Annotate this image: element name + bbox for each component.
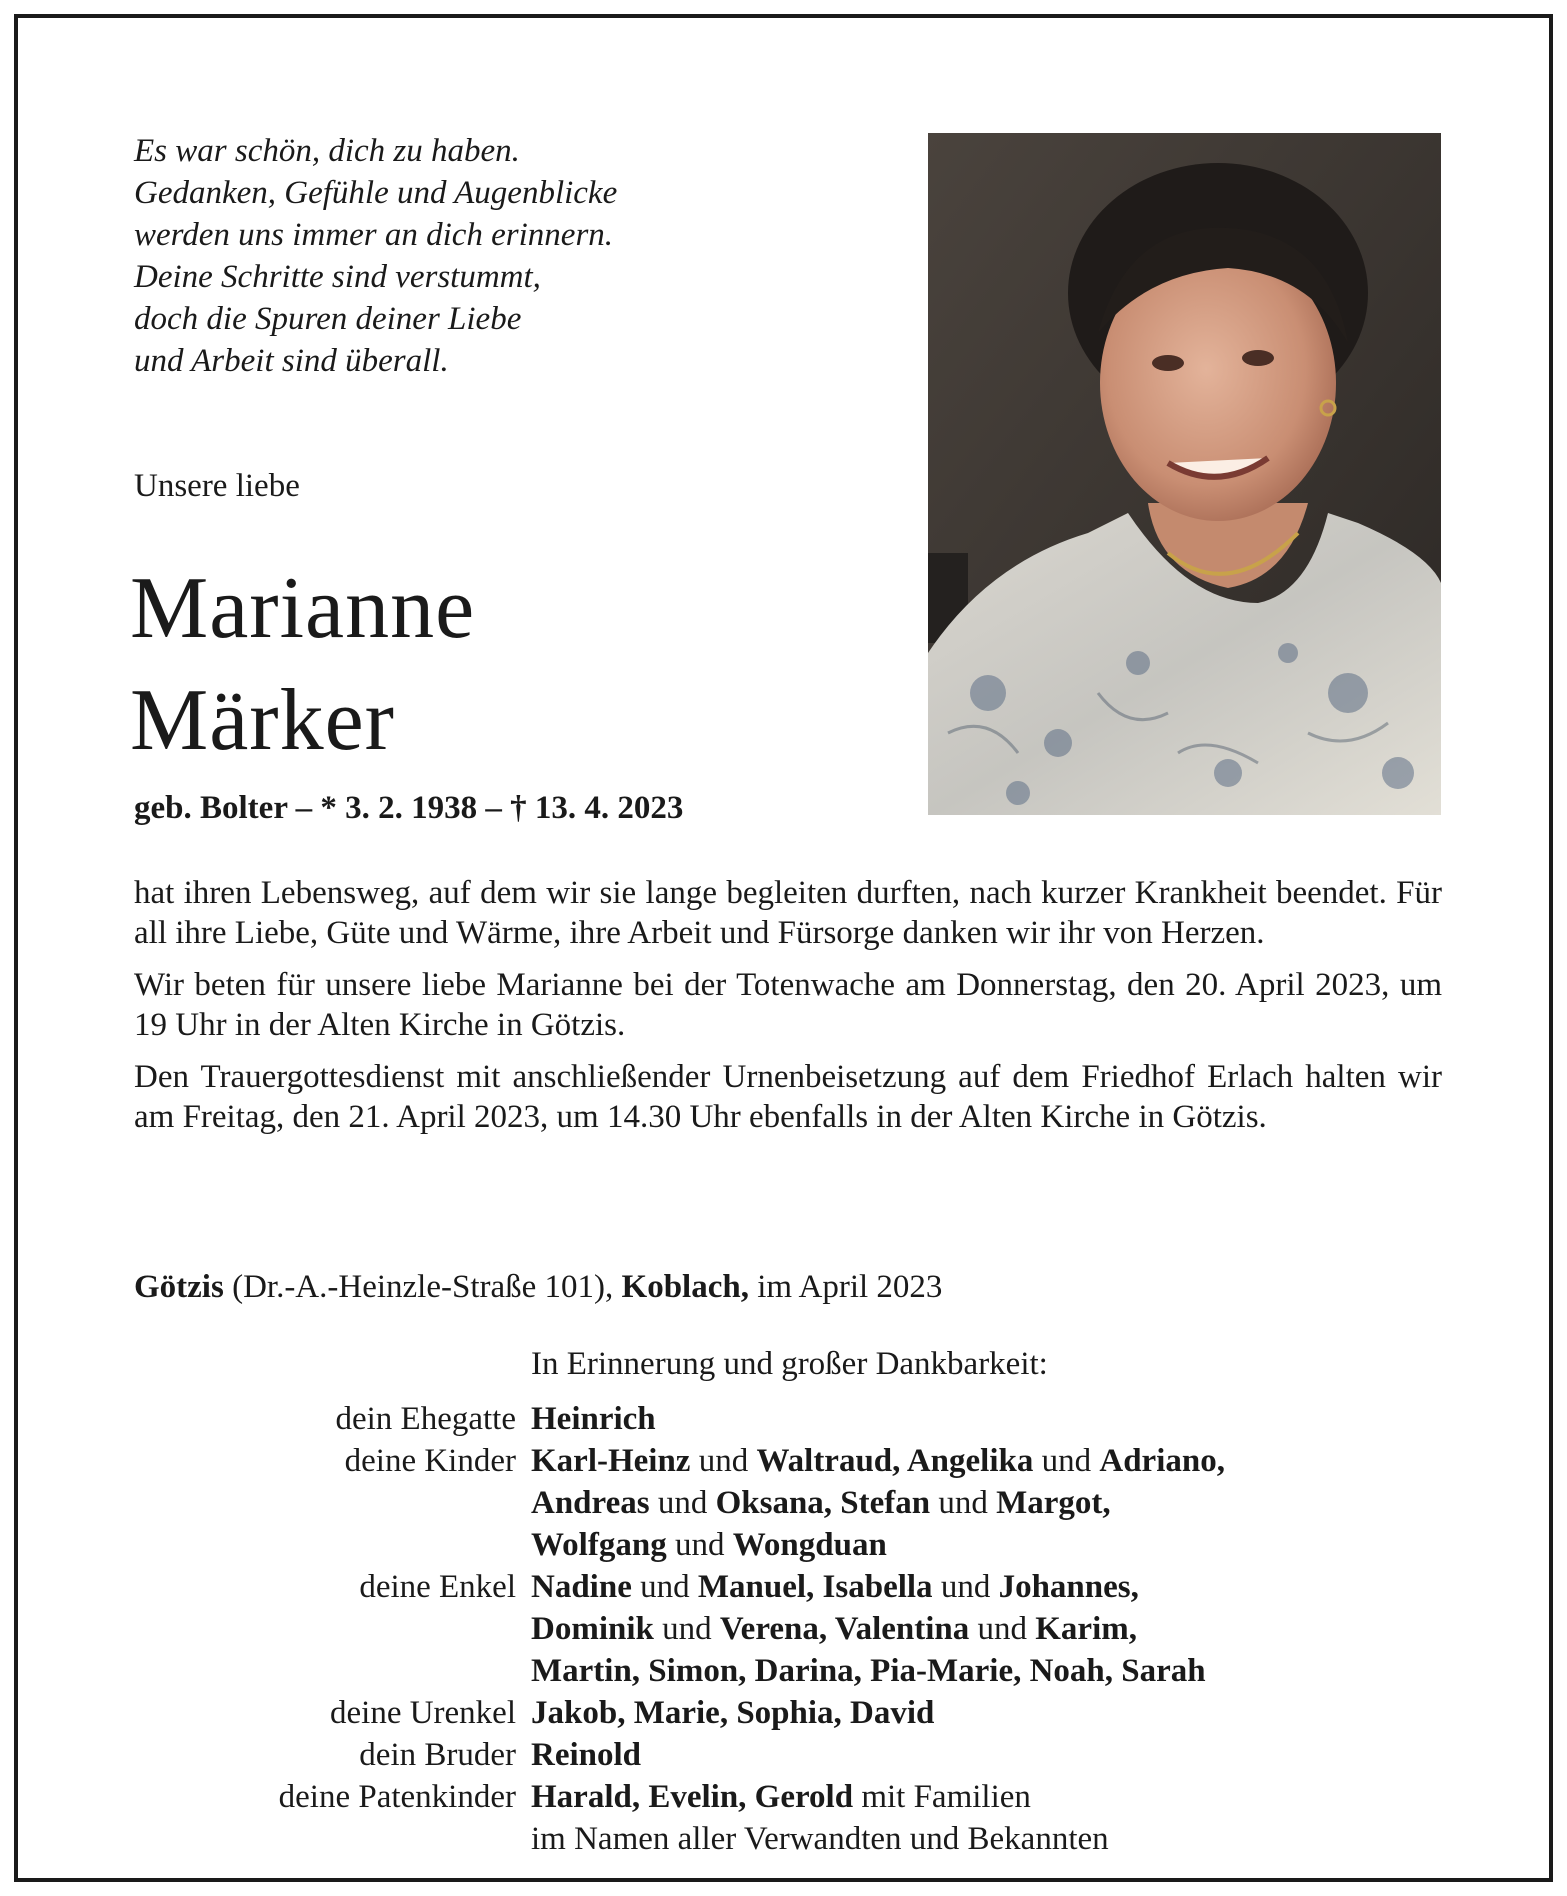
portrait-photo bbox=[928, 133, 1441, 815]
connector: und bbox=[690, 1443, 757, 1479]
connector: und bbox=[649, 1485, 716, 1521]
birth-death-dates: geb. Bolter – * 3. 2. 1938 – † 13. 4. 2023 bbox=[134, 790, 684, 826]
body-paragraph: Den Trauergottesdienst mit anschließender Urnenbeisetzung auf dem Friedhof Erlach halten wir am Freitag, den 21. April 2023, um 14.30 Uhr ebenfalls in der Alten Kirche in Götzis. bbox=[134, 1059, 1442, 1135]
intro-text: Unsere liebe bbox=[134, 468, 300, 504]
family-row-patenkinder bbox=[128, 1776, 1458, 1860]
closing-line: im Namen aller Verwandten und Bekannten bbox=[531, 1821, 1109, 1857]
relative-name: Dominik bbox=[531, 1611, 654, 1647]
last-name: Märker bbox=[130, 672, 395, 769]
relative-names bbox=[531, 1566, 1206, 1692]
relative-name: Verena, Valentina bbox=[719, 1611, 970, 1647]
relative-name: Margot, bbox=[996, 1485, 1111, 1521]
relative-name: Nadine bbox=[531, 1569, 632, 1605]
relative-name: Wongduan bbox=[732, 1527, 887, 1563]
poem-line: Gedanken, Gefühle und Augenblicke bbox=[134, 175, 618, 211]
connector: und bbox=[666, 1527, 733, 1563]
poem bbox=[134, 130, 834, 382]
poem-line: doch die Spuren deiner Liebe bbox=[134, 301, 522, 337]
first-name: Marianne bbox=[130, 560, 476, 657]
family-row-kinder bbox=[128, 1440, 1458, 1566]
connector: mit Familien bbox=[853, 1779, 1031, 1815]
place-date-line bbox=[134, 1269, 942, 1306]
connector: und bbox=[930, 1485, 997, 1521]
relative-name: Waltraud, Angelika bbox=[756, 1443, 1034, 1479]
body-paragraph: Wir beten für unsere liebe Marianne bei der Totenwache am Donnerstag, den 20. April 2023, um 19 Uhr in der Alten Kirche in Götzis. bbox=[134, 967, 1442, 1043]
relation-label: dein Bruder bbox=[359, 1737, 516, 1773]
body-paragraph: hat ihren Lebensweg, auf dem wir sie lange begleiten durften, nach kurzer Krankheit beendet. Für all ihre Liebe, Güte und Wärme, ihre Arbeit und Fürsorge danken wir ihr von Herzen. bbox=[134, 875, 1442, 951]
relative-name: Adriano, bbox=[1099, 1443, 1225, 1479]
family-row-bruder bbox=[128, 1734, 1458, 1776]
connector: und bbox=[932, 1569, 999, 1605]
poem-line: Deine Schritte sind verstummt, bbox=[134, 259, 541, 295]
relative-names bbox=[531, 1440, 1225, 1566]
relative-name: Jakob, Marie, Sophia, David bbox=[531, 1695, 935, 1731]
poem-line: werden uns immer an dich erinnern. bbox=[134, 217, 614, 253]
town-koblach: Koblach, bbox=[621, 1269, 749, 1305]
connector: und bbox=[969, 1611, 1036, 1647]
portrait-illustration bbox=[928, 133, 1441, 815]
obituary-content bbox=[18, 18, 1549, 1878]
relation-label: deine Patenkinder bbox=[278, 1779, 516, 1815]
relative-name: Reinold bbox=[531, 1737, 642, 1773]
relation-label: dein Ehegatte bbox=[335, 1401, 516, 1437]
relation-label: deine Enkel bbox=[359, 1569, 516, 1605]
family-row-urenkel bbox=[128, 1692, 1458, 1734]
relative-name: Johannes, bbox=[998, 1569, 1139, 1605]
deceased-name bbox=[130, 553, 475, 777]
relative-name: Karl-Heinz bbox=[531, 1443, 691, 1479]
connector: und bbox=[1033, 1443, 1100, 1479]
relative-names bbox=[531, 1776, 1109, 1860]
relative-name: Wolfgang bbox=[531, 1527, 667, 1563]
connector: und bbox=[631, 1569, 698, 1605]
family-row-enkel bbox=[128, 1566, 1458, 1692]
relative-name: Manuel, Isabella bbox=[697, 1569, 933, 1605]
relative-names bbox=[531, 1398, 656, 1440]
relative-names bbox=[531, 1692, 934, 1734]
relative-name: Karim, bbox=[1035, 1611, 1137, 1647]
relative-name: Andreas bbox=[531, 1485, 650, 1521]
relative-name: Oksana, Stefan bbox=[715, 1485, 931, 1521]
month-year: im April 2023 bbox=[748, 1269, 943, 1305]
relative-name: Martin, Simon, Darina, Pia-Marie, Noah, Sarah bbox=[531, 1653, 1206, 1689]
body-text bbox=[134, 873, 1442, 1149]
poem-line: und Arbeit sind überall. bbox=[134, 343, 449, 379]
connector: und bbox=[653, 1611, 720, 1647]
relative-name: Heinrich bbox=[531, 1401, 656, 1437]
family-row-ehegatte bbox=[128, 1398, 1458, 1440]
address: (Dr.-A.-Heinzle-Straße 101), bbox=[223, 1269, 622, 1305]
relative-name: Harald, Evelin, Gerold bbox=[531, 1779, 854, 1815]
thanks-line: In Erinnerung und großer Dankbarkeit: bbox=[531, 1346, 1048, 1382]
poem-line: Es war schön, dich zu haben. bbox=[134, 133, 520, 169]
family-list bbox=[128, 1398, 1458, 1860]
relation-label: deine Urenkel bbox=[330, 1695, 516, 1731]
town-goetzis: Götzis bbox=[134, 1269, 224, 1305]
relative-names bbox=[531, 1734, 641, 1776]
obituary-frame bbox=[14, 14, 1553, 1882]
relation-label: deine Kinder bbox=[344, 1443, 516, 1479]
